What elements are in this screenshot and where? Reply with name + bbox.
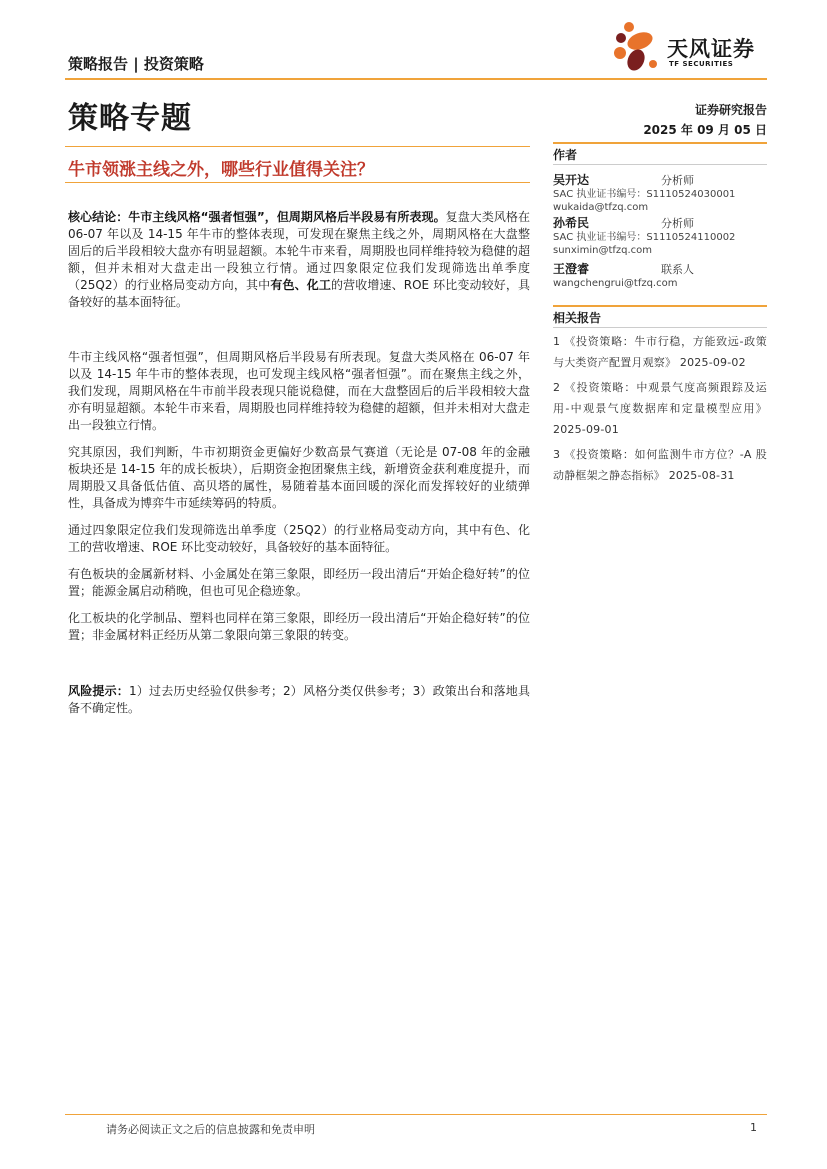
- author-card: [553, 258, 767, 290]
- core-text-end: 的营收增速、ROE 环比变动较好，具备较好的基本面特征。: [68, 278, 530, 309]
- header-divider: [65, 78, 767, 80]
- page-title: 策略专题: [68, 101, 192, 136]
- author-email[interactable]: wangchengrui@tfzq.com: [553, 278, 678, 289]
- page-number: 1: [750, 1121, 757, 1134]
- author-name: 王澄睿: [553, 262, 590, 276]
- risk-text: 1）过去历史经验仅供参考；2）风格分类仅供参考；3）政策出台和落地具备不确定性。: [68, 684, 530, 715]
- footer-divider: [65, 1114, 767, 1115]
- author-role: 分析师: [661, 217, 694, 230]
- core-conclusion: [68, 209, 530, 311]
- author-name: 孙希民: [553, 216, 590, 230]
- author-card: [553, 169, 767, 214]
- authors-subdivider: [553, 164, 767, 165]
- subtitle-divider-top: [65, 146, 530, 147]
- tf-logo-icon: [611, 20, 663, 74]
- related-subdivider: [553, 327, 767, 328]
- body-text: [68, 349, 530, 654]
- core-text: 复盘大类风格在 06-07 年以及 14-15 年牛市的整体表现，可发现在聚焦主线之外，周期风格在大盘整固后的后半段相较大盘亦有明显超额。本轮牛市来看，周期股也同样维持较为稳健的超额，但并未相对大盘走出一段独立行情。通过四象限定位我们发现筛选出单季度（25Q2）的行业格局变动方向，其中: [68, 210, 530, 292]
- author-cert: SAC 执业证书编号：S1110524110002: [553, 232, 736, 243]
- subtitle-divider-bottom: [65, 182, 530, 183]
- authors-heading: 作者: [553, 148, 578, 162]
- author-role: 联系人: [661, 263, 694, 276]
- author-email[interactable]: wukaida@tfzq.com: [553, 202, 649, 213]
- risk-label: 风险提示：: [68, 684, 129, 698]
- company-logo: [611, 20, 771, 74]
- author-cert: SAC 执业证书编号：S1110524030001: [553, 189, 736, 200]
- author-name: 吴开达: [553, 173, 590, 187]
- related-divider: [553, 305, 767, 307]
- author-email[interactable]: sunximin@tfzq.com: [553, 245, 653, 256]
- report-subtitle: 牛市领涨主线之外，哪些行业值得关注？: [68, 160, 374, 180]
- risk-warning: [68, 683, 530, 717]
- related-report-link[interactable]: 1 《投资策略：牛市行稳，方能致远-政策与大类资产配置月观察》 2025-09-02: [553, 335, 767, 369]
- body-paragraph: 化工板块的化学制品、塑料也同样在第三象限，即经历一段出清后“开始企稳好转”的位置；非金属材料正经历从第二象限向第三象限的转变。: [68, 611, 530, 642]
- report-category: 策略报告 | 投资策略: [68, 55, 204, 73]
- footer-disclaimer: 请务必阅读正文之后的信息披露和免责申明: [106, 1123, 315, 1136]
- logo-text-en: TF SECURITIES: [669, 60, 734, 68]
- report-type: 证券研究报告: [694, 103, 767, 117]
- core-lead: 核心结论：牛市主线风格“强者恒强”，但周期风格后半段易有所表现。: [68, 210, 446, 224]
- logo-text-cn: 天风证券: [667, 37, 755, 61]
- body-paragraph: 牛市主线风格“强者恒强”，但周期风格后半段易有所表现。复盘大类风格在 06-07 年以及 14-15 年牛市的整体表现，也可发现主线风格“强者恒强”。而在聚焦主线之外，我们发现，周期风格在牛市前半段表现只能说稳健，而在大盘整固后的后半段相较大盘亦有明显超额。本轮牛市来看，周期股也同样维持较为稳健的超额，但并未相对大盘走出一段独立行情。: [68, 350, 530, 432]
- report-date: 2025 年 09 月 05 日: [643, 123, 767, 137]
- body-paragraph: 有色板块的金属新材料、小金属处在第三象限，即经历一段出清后“开始企稳好转”的位置；能源金属启动稍晚，但也可见企稳迹象。: [68, 567, 530, 598]
- related-report-link[interactable]: 3 《投资策略：如何监测牛市方位？-A 股动静框架之静态指标》 2025-08-31: [553, 448, 767, 482]
- body-paragraph: 究其原因，我们判断，牛市初期资金更偏好少数高景气赛道（无论是 07-08 年的金融板块还是 14-15 年的成长板块），后期资金抱团聚焦主线，新增资金获利难度提升，而周期股又具备低估值、高贝塔的属性，易随着基本面回暖的深化而发挥较好的业绩弹性，具备成为博弈牛市延续筹码的特质。: [68, 445, 530, 510]
- author-card: [553, 212, 767, 257]
- related-heading: 相关报告: [553, 311, 602, 325]
- related-section: [553, 309, 767, 326]
- authors-section: [553, 146, 767, 163]
- related-report-link[interactable]: 2 《投资策略：中观景气度高频跟踪及运用-中观景气度数据库和定量模型应用》 2025-09-01: [553, 381, 767, 436]
- author-role: 分析师: [661, 174, 694, 187]
- related-list: [553, 331, 767, 486]
- body-paragraph: 通过四象限定位我们发现筛选出单季度（25Q2）的行业格局变动方向，其中有色、化工的营收增速、ROE 环比变动较好，具备较好的基本面特征。: [68, 523, 530, 554]
- core-highlight: 有色、化工: [270, 278, 331, 292]
- authors-divider: [553, 142, 767, 144]
